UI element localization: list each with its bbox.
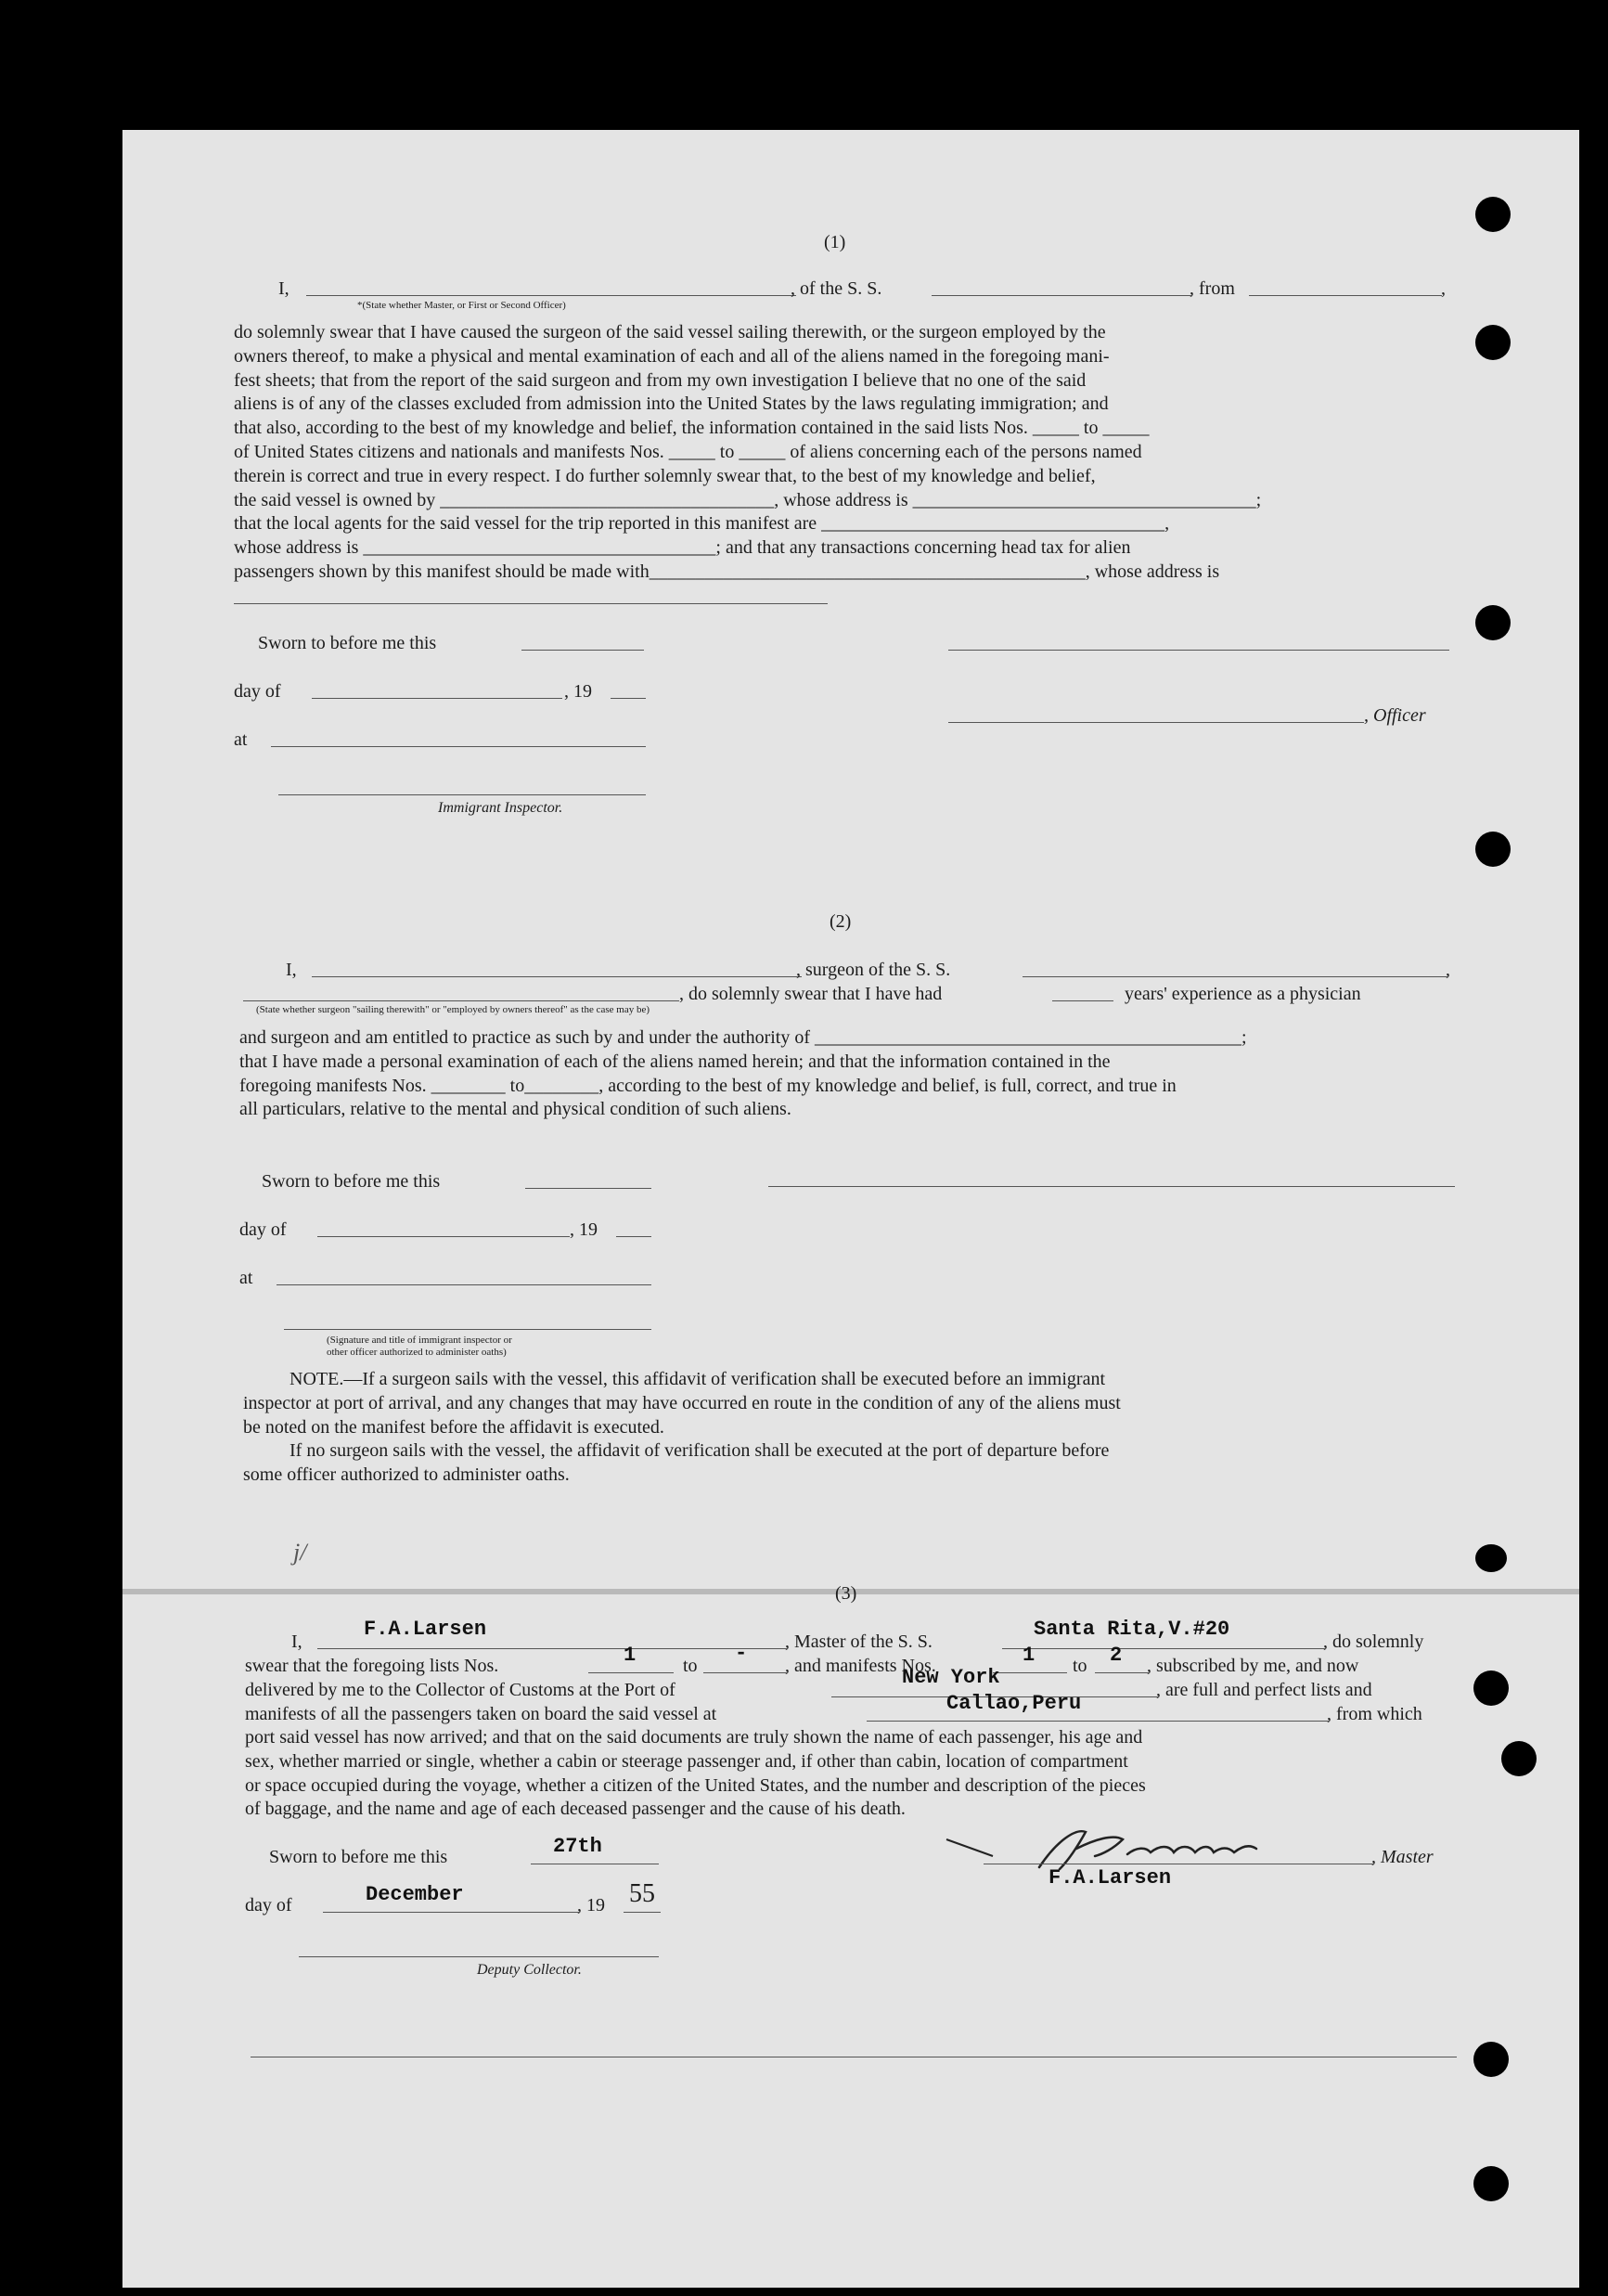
s2-body [239,1026,1455,1122]
punch-hole [1475,325,1511,360]
s3-departure-blank [867,1721,1329,1722]
s1-at-blank [271,746,646,747]
s1-from-blank [1249,295,1442,296]
s1-officer: , Officer [1364,705,1426,726]
s1-name-blank [306,295,796,296]
s3-delivered: delivered by me to the Collector of Customs at the Port of [245,1680,675,1700]
punch-hole [1475,605,1511,640]
punch-hole [1475,197,1511,232]
s3-manifests: , and manifests Nos. [785,1656,936,1676]
s1-comma: , [1441,278,1446,299]
s3-full-perfect: , are full and perfect lists and [1156,1680,1372,1700]
s2-name-blank [312,976,802,977]
s2-line: all particulars, relative to the mental and physical condition of such aliens. [239,1099,791,1120]
s1-line: fest sheets; that from the report of the said surgeon and from my own investigation I believe that no one of the said [234,369,1087,391]
s1-line: passengers shown by this manifest should be made with_______________________________________________, whose address is [234,561,1220,582]
section-2-number: (2) [830,911,852,932]
s2-line: and surgeon and am entitled to practice as such by and under the authority of ______________________________________________; [239,1027,1247,1048]
s3-to-2: to [1073,1656,1087,1676]
margin-mark: j/ [293,1539,307,1566]
s2-note-para [243,1368,1459,1488]
section-1-number: (1) [824,232,846,252]
s3-deputy-collector: Deputy Collector. [477,1962,582,1978]
s3-year: 55 [629,1879,655,1908]
s2-day-of: day of [239,1219,287,1240]
note-line: be noted on the manifest before the affidavit is executed. [243,1416,664,1438]
s3-lists-from-blank [588,1672,674,1673]
s3-month-blank [323,1912,579,1913]
s2-comma: , [1446,960,1450,980]
s1-officer-blank-1 [948,650,1449,651]
s1-sworn: Sworn to before me this [258,633,437,653]
s3-day-of: day of [245,1895,292,1915]
s3-solemnly: , do solemnly [1323,1632,1424,1652]
s1-at: at [234,729,248,750]
s1-line: that also, according to the best of my knowledge and belief, the information contained in the said lists Nos. _____ to _____ [234,418,1150,439]
s1-body [234,321,1447,585]
s3-line: sex, whether married or single, whether a cabin or steerage passenger and, if other than cabin, location of compartment [245,1750,1128,1772]
section-3-number: (3) [835,1583,857,1604]
s2-type-blank [243,1000,679,1001]
s2-nineteen: , 19 [570,1219,598,1240]
s3-month: December [366,1883,464,1906]
s2-year-blank [616,1236,651,1237]
s3-departure: Callao,Peru [946,1692,1082,1715]
s3-from-which: , from which [1327,1704,1422,1724]
s3-manifests-all: manifests of all the passengers taken on board the said vessel at [245,1704,717,1724]
s3-master: , Master [1371,1847,1434,1867]
punch-hole [1473,1670,1509,1706]
s1-line: that the local agents for the said vessel for the trip reported in this manifest are _____________________________________, [234,513,1170,535]
s1-nineteen: , 19 [564,681,592,702]
s2-years-blank [1052,1000,1113,1001]
s3-manifests-to: 2 [1110,1644,1123,1667]
note-line: If no surgeon sails with the vessel, the affidavit of verification shall be executed at the port of departure before [289,1440,1110,1462]
s3-name-blank [317,1648,787,1649]
s3-collector-blank [299,1956,659,1957]
s1-line: owners thereof, to make a physical and mental examination of each and all of the aliens named in the foregoing mani- [234,345,1110,367]
punch-hole [1475,1544,1507,1572]
s1-day-of: day of [234,681,281,702]
s2-signature-blank [768,1186,1455,1187]
s3-lists-to-blank [703,1672,787,1673]
s3-i: I, [291,1632,302,1652]
s3-vessel: Santa Rita,V.#20 [1034,1618,1230,1641]
s3-day: 27th [553,1835,602,1858]
s2-i: I, [286,960,297,980]
s1-underline [234,603,828,604]
s2-line: foregoing manifests Nos. ________ to________, according to the best of my knowledge and belief, is full, correct, and true in [239,1075,1177,1096]
s1-line: therein is correct and true in every respect. I do further solemnly swear that, to the best of my knowledge and belief, [234,465,1096,486]
s1-year-blank [611,698,646,699]
s3-sworn: Sworn to before me this [269,1847,448,1867]
s1-day-blank [312,698,562,699]
s3-body [245,1726,1460,1822]
s1-line: aliens is of any of the classes excluded from admission into the United States by the laws regulating immigration; and [234,393,1109,415]
s1-officer-blank-2 [948,722,1364,723]
s2-years: years' experience as a physician [1125,984,1361,1004]
s2-vessel-blank [1023,976,1447,977]
s2-at-blank [277,1284,651,1285]
note-line: some officer authorized to administer oaths. [243,1464,570,1486]
s3-master-of: , Master of the S. S. [785,1632,933,1652]
s3-line: port said vessel has now arrived; and that on the said documents are truly shown the name of each passenger, his age and [245,1727,1143,1748]
s3-nineteen: , 19 [577,1895,605,1915]
s3-signed-name: F.A.Larsen [1048,1866,1172,1890]
s2-day-blank [317,1236,570,1237]
s3-master-name: F.A.Larsen [364,1618,487,1641]
s1-vessel-blank [932,295,1191,296]
s2-surgeon-of: , surgeon of the S. S. [796,960,951,980]
s2-inspector-blank [284,1329,651,1330]
note-line: inspector at port of arrival, and any changes that may have occurred en route in the condition of any of the aliens must [243,1392,1121,1413]
s2-note: (State whether surgeon "sailing therewith" or "employed by owners thereof" as the case may be) [256,1004,650,1015]
s2-line: that I have made a personal examination of each of the aliens named herein; and that the information contained in the [239,1051,1111,1072]
s1-line: do solemnly swear that I have caused the surgeon of the said vessel sailing therewith, or the surgeon employed by the [234,322,1106,342]
s1-line: the said vessel is owned by ____________________________________, whose address is _____________________________________; [234,489,1262,510]
s3-lists-to: - [735,1642,748,1665]
s3-manifests-from: 1 [1023,1644,1036,1667]
s1-note: *(State whether Master, or First or Second Officer) [357,300,566,311]
s3-line: or space occupied during the voyage, whether a citizen of the United States, and the number and description of the pieces [245,1774,1146,1796]
s3-line: of baggage, and the name and age of each deceased passenger and the cause of his death. [245,1799,906,1820]
punch-hole [1473,2042,1509,2077]
s1-line: of United States citizens and nationals and manifests Nos. _____ to _____ of aliens concerning each of the persons named [234,441,1142,462]
s3-lists-from: 1 [624,1644,637,1667]
s2-solemnly: , do solemnly swear that I have had [679,984,943,1004]
s3-year-blank [624,1912,661,1913]
s1-i: I, [278,278,289,299]
s1-line: whose address is ______________________________________; and that any transactions concerning head tax for alien [234,537,1131,559]
s1-from: , from [1190,278,1235,299]
s2-sworn-blank [525,1188,651,1189]
punch-hole [1473,2166,1509,2201]
note-line: NOTE.—If a surgeon sails with the vessel, this affidavit of verification shall be executed before an immigrant [289,1369,1106,1389]
s3-vessel-blank [1002,1648,1325,1649]
s3-manifests-from-blank [993,1672,1067,1673]
s2-sig-note-2: other officer authorized to administer oaths) [327,1347,507,1358]
s1-of-ss: , of the S. S. [791,278,882,299]
s1-inspector-blank [278,794,646,795]
s1-immigrant-inspector: Immigrant Inspector. [438,800,563,816]
s2-at: at [239,1268,253,1288]
s2-sig-note-1: (Signature and title of immigrant inspector or [327,1335,512,1346]
s3-swear: swear that the foregoing lists Nos. [245,1656,499,1676]
punch-hole [1501,1741,1537,1776]
s3-to-1: to [683,1656,698,1676]
s3-manifests-to-blank [1095,1672,1149,1673]
s2-sworn: Sworn to before me this [262,1171,441,1192]
punch-hole [1475,832,1511,867]
s3-subscribed: , subscribed by me, and now [1147,1656,1359,1676]
s1-sworn-blank [521,650,644,651]
s3-port: New York [902,1666,1000,1689]
